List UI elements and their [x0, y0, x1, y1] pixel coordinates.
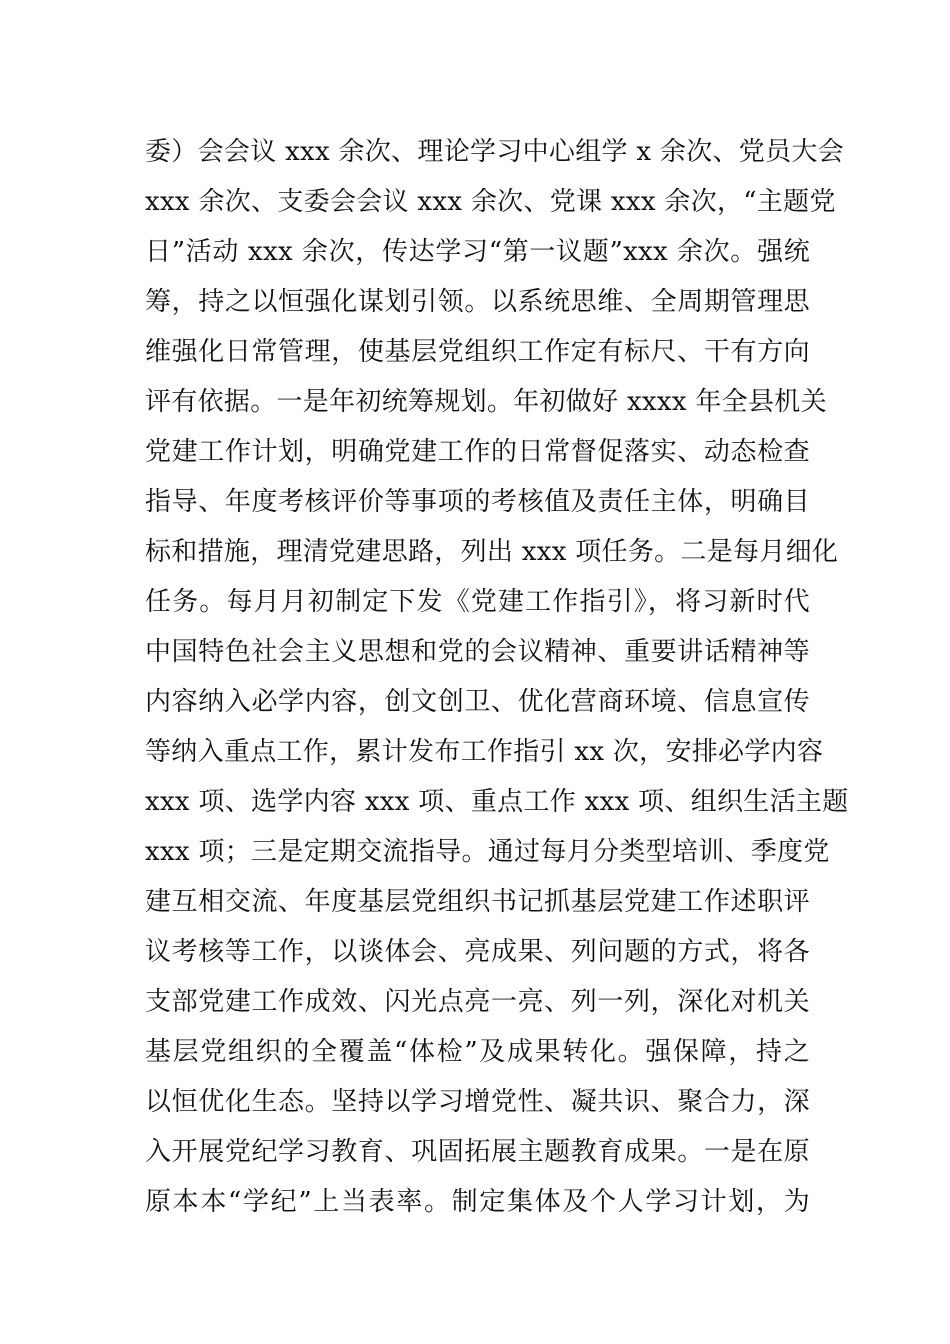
- text-line: 基层党组织的全覆盖“体检”及成果转化。强保障，持之: [145, 1037, 810, 1067]
- text-line: 入开展党纪学习教育、巩固拓展主题教育成果。一是在原: [145, 1137, 810, 1167]
- text-line: xxx 项、选学内容 xxx 项、重点工作 xxx 项、组织生活主题: [145, 787, 849, 817]
- text-line: 内容纳入必学内容，创文创卫、优化营商环境、信息宣传: [145, 687, 810, 717]
- text-line: 评有依据。一是年初统筹规划。年初做好 xxxx 年全县机关: [145, 387, 827, 417]
- text-line: 支部党建工作成效、闪光点亮一亮、列一列，深化对机关: [145, 987, 810, 1017]
- text-line: 等纳入重点工作，累计发布工作指引 xx 次，安排必学内容: [145, 737, 824, 767]
- text-line: xxx 项；三是定期交流指导。通过每月分类型培训、季度党: [145, 837, 830, 867]
- text-line: 以恒优化生态。坚持以学习增党性、凝共识、聚合力，深: [145, 1087, 810, 1117]
- text-line: 任务。每月月初制定下发《党建工作指引》，将习新时代: [145, 587, 810, 617]
- text-line: 指导、年度考核评价等事项的考核值及责任主体，明确目: [145, 487, 810, 517]
- text-line: 建互相交流、年度基层党组织书记抓基层党建工作述职评: [145, 887, 810, 917]
- text-line: 委）会会议 xxx 余次、理论学习中心组学 x 余次、党员大会: [145, 137, 845, 167]
- text-line: 筹，持之以恒强化谋划引领。以系统思维、全周期管理思: [145, 287, 810, 317]
- text-line: 日”活动 xxx 余次，传达学习“第一议题”xxx 余次。强统: [145, 237, 810, 267]
- text-line: 议考核等工作，以谈体会、亮成果、列问题的方式，将各: [145, 937, 810, 967]
- text-line: xxx 余次、支委会会议 xxx 余次、党课 xxx 余次，“主题党: [145, 187, 836, 217]
- text-line: 中国特色社会主义思想和党的会议精神、重要讲话精神等: [145, 637, 810, 667]
- text-line: 原本本“学纪”上当表率。制定集体及个人学习计划，为: [145, 1187, 810, 1217]
- text-line: 党建工作计划，明确党建工作的日常督促落实、动态检查: [145, 437, 810, 467]
- text-line: 维强化日常管理，使基层党组织工作定有标尺、干有方向: [145, 337, 810, 367]
- body-paragraph: [145, 127, 849, 1227]
- text-line: 标和措施，理清党建思路，列出 xxx 项任务。二是每月细化: [145, 537, 839, 567]
